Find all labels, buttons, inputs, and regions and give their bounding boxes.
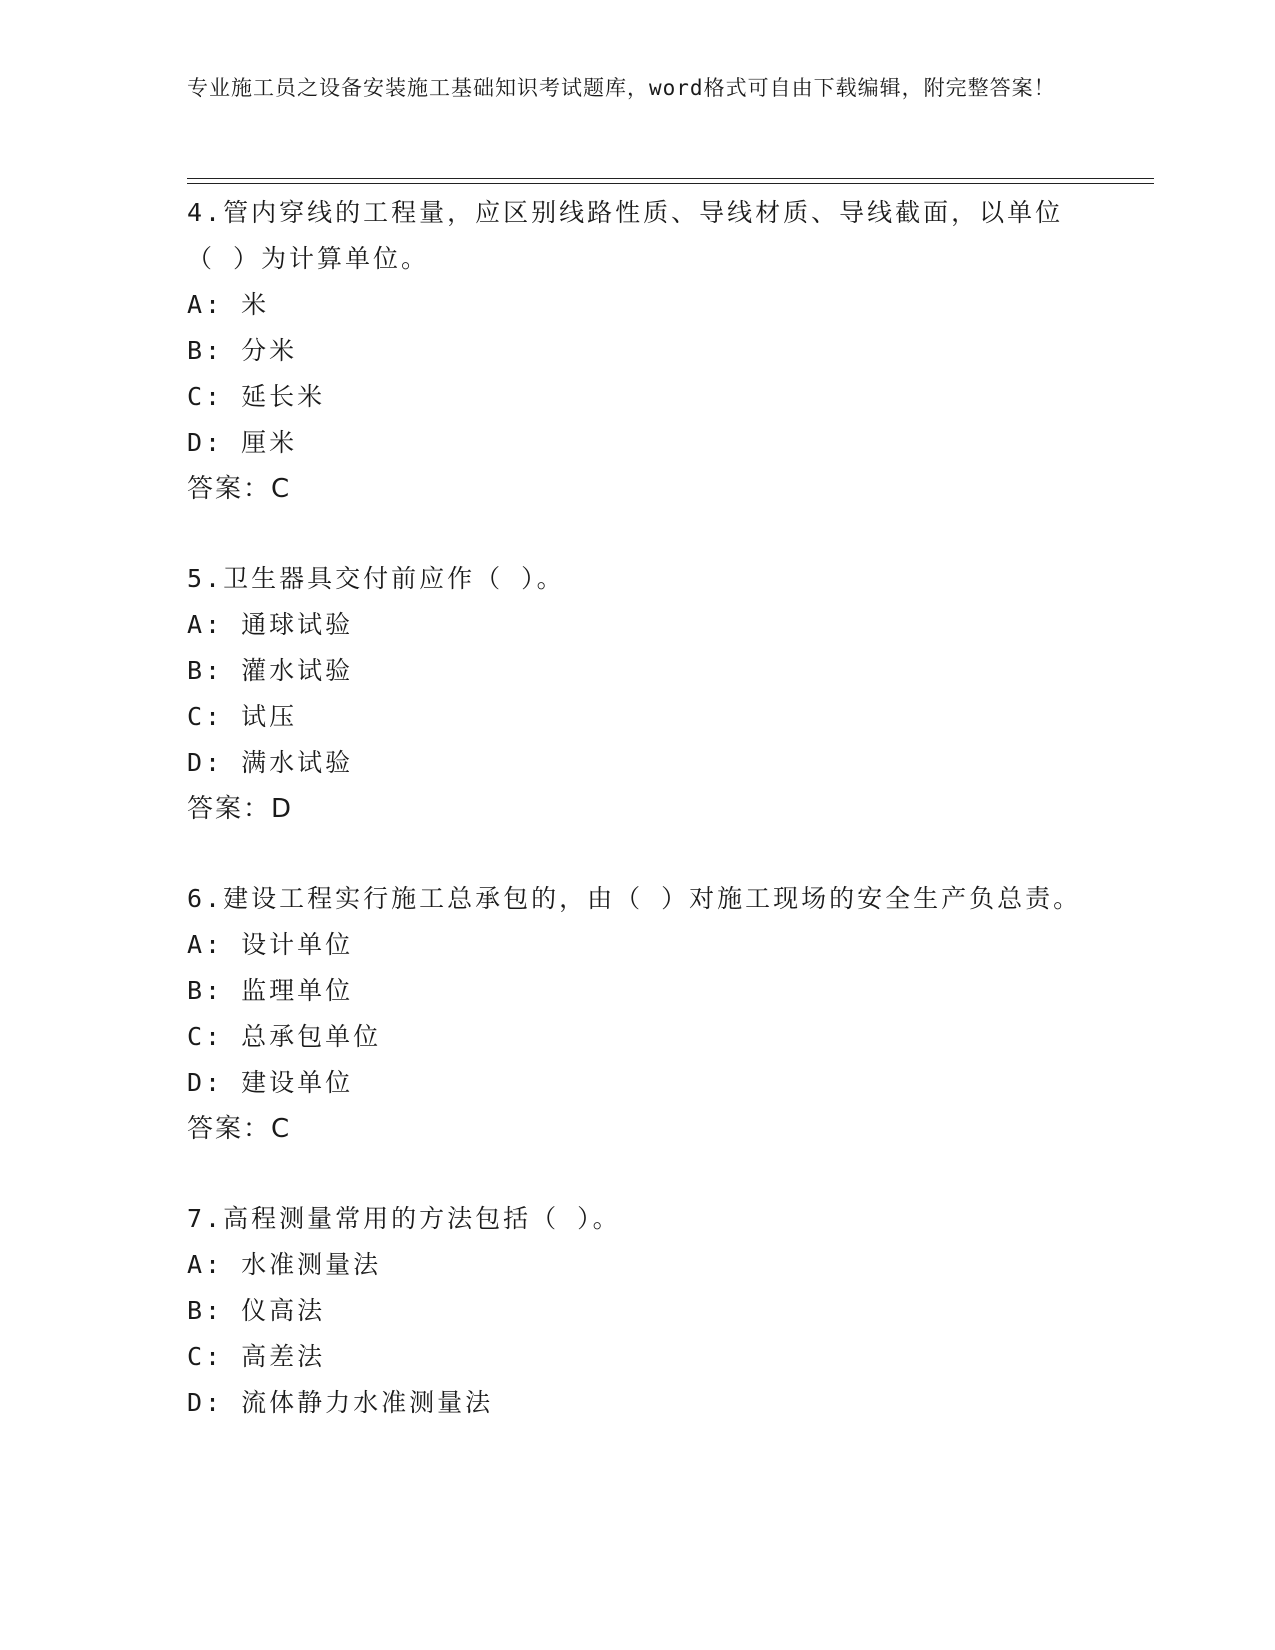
header-divider-top bbox=[187, 178, 1154, 179]
option-c: C: 试压 bbox=[187, 702, 298, 731]
question-stem: 6.建设工程实行施工总承包的，由（ ）对施工现场的安全生产负总责。 bbox=[187, 884, 1082, 913]
answer-line: 答案：D bbox=[187, 794, 294, 824]
option-a: A: 通球试验 bbox=[187, 610, 354, 639]
option-d: D: 厘米 bbox=[187, 428, 298, 457]
question-list bbox=[187, 190, 1087, 1470]
header-divider-bottom bbox=[187, 183, 1154, 184]
question-5 bbox=[187, 556, 1087, 832]
question-4 bbox=[187, 190, 1087, 512]
option-c: C: 延长米 bbox=[187, 382, 326, 411]
option-d: D: 满水试验 bbox=[187, 748, 354, 777]
question-7 bbox=[187, 1196, 1087, 1426]
option-b: B: 灌水试验 bbox=[187, 656, 354, 685]
answer-line: 答案：C bbox=[187, 1114, 292, 1144]
option-a: A: 设计单位 bbox=[187, 930, 354, 959]
answer-line: 答案：C bbox=[187, 474, 292, 504]
option-a: A: 水准测量法 bbox=[187, 1250, 382, 1279]
option-c: C: 总承包单位 bbox=[187, 1022, 382, 1051]
question-stem: 5.卫生器具交付前应作（ ）。 bbox=[187, 564, 565, 593]
question-6 bbox=[187, 876, 1087, 1152]
option-d: D: 流体静力水准测量法 bbox=[187, 1388, 494, 1417]
question-stem: 7.高程测量常用的方法包括（ ）。 bbox=[187, 1204, 621, 1233]
option-b: B: 分米 bbox=[187, 336, 298, 365]
option-d: D: 建设单位 bbox=[187, 1068, 354, 1097]
option-b: B: 仪高法 bbox=[187, 1296, 326, 1325]
question-stem: 4.管内穿线的工程量，应区别线路性质、导线材质、导线截面，以单位（ ）为计算单位。 bbox=[187, 198, 1064, 273]
option-a: A: 米 bbox=[187, 290, 270, 319]
option-b: B: 监理单位 bbox=[187, 976, 354, 1005]
document-header: 专业施工员之设备安装施工基础知识考试题库，word格式可自由下载编辑，附完整答案！ bbox=[187, 76, 1056, 100]
option-c: C: 高差法 bbox=[187, 1342, 326, 1371]
